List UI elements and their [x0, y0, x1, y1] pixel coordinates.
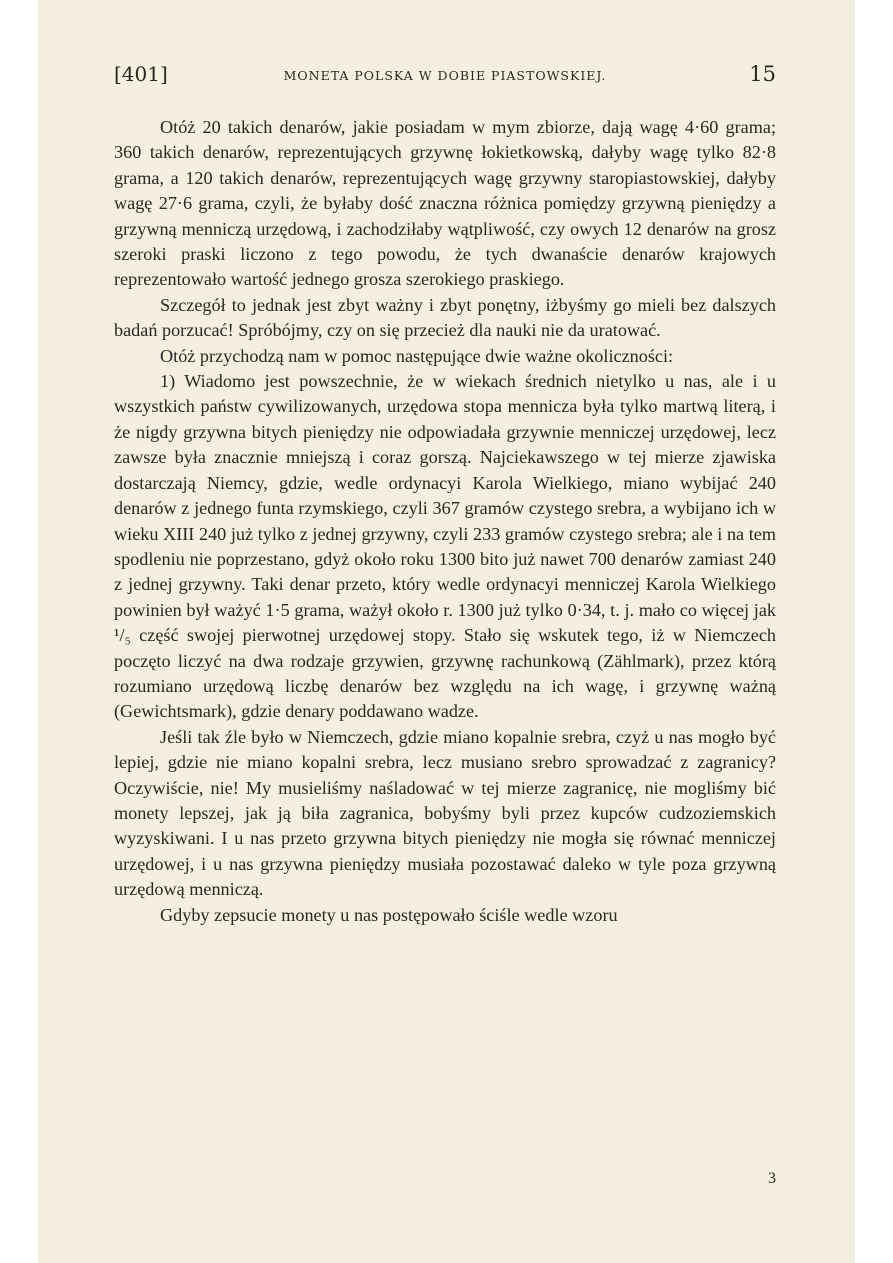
bracket-page-number: [401]	[114, 62, 168, 86]
body-text	[114, 115, 776, 928]
paragraph: Gdyby zepsucie monety u nas postępowało ściśle wedle wzoru	[160, 904, 618, 925]
running-title: MONETA POLSKA W DOBIE PIASTOWSKIEJ.	[283, 68, 607, 83]
paragraph: Otóż przychodzą nam w pomoc następujące dwie ważne okoliczności:	[160, 345, 674, 366]
page-number: 15	[749, 62, 776, 86]
page-header	[114, 60, 776, 96]
paragraph: 1) Wiadomo jest powszechnie, że w wiekach średnich nietylko u nas, ale i u wszystkich państw cywilizowanych, urzędowa stopa mennicza była tylko martwą literą, i że nigdy grzywna bitych pieniędzy nie odpowiadała grzywnie menniczej urzędowej, lecz zawsze była znacznie mniejszą i coraz gorszą. Najciekawszego w tej mierze zjawiska dostarczają Niemcy, gdzie, wedle ordynacyi Karola Wielkiego, miano wybijać 240 denarów z jednego funta rzymskiego, czyli 367 gramów czystego srebra, a wybijano ich w wieku XIII 240 już tylko z jednej grzywny, czyli 233 gramów czystego srebra; ale i na tem spodleniu nie poprzestano, gdyż około roku 1300 bito już nawet 700 denarów zamiast 240 z jednej grzywny. Taki denar przeto, który wedle ordynacyi menniczej Karola Wielkiego powinien był ważyć 1·5 grama, ważył około r. 1300 już tylko 0·34, t. j. mało co więcej jak ¹/₅ część swojej pierwotnej urzędowej stopy. Stało się wskutek tego, iż w Niemczech poczęto liczyć na dwa rodzaje grzywien, grzywnę rachunkową (Zählmark), przez którą rozumiano urzędową liczbę denarów bez względu na ich wagę, i grzywnę ważną (Gewichtsmark), gdzie denary poddawano wadze.	[114, 371, 776, 722]
paragraph: Jeśli tak źle było w Niemczech, gdzie miano kopalnie srebra, czyż u nas mogło być lepiej, gdzie nie miano kopalni srebra, lecz musiano srebro sprowadzać z zagranicy? Oczywiście, nie! My musieliśmy naśladować w tej mierze zagranicę, nie mogliśmy bić monety lepszej, jak ją biła zagranica, bobyśmy byli przez kupców cudzoziemskich wyzyskiwani. I u nas przeto grzywna bitych pieniędzy nie mogła się równać menniczej urzędowej, i u nas grzywna pieniędzy musiała pozostawać daleko w tyle poza grzywną urzędową menniczą.	[114, 726, 776, 900]
signature-mark: 3	[768, 1170, 776, 1187]
paragraph: Szczegół to jednak jest zbyt ważny i zbyt ponętny, iżbyśmy go mieli bez dalszych badań porzucać! Spróbójmy, czy on się przecież dla nauki nie da uratować.	[114, 294, 776, 341]
paragraph: Otóż 20 takich denarów, jakie posiadam w mym zbiorze, dają wagę 4·60 grama; 360 takich denarów, reprezentujących grzywnę łokietkowską, dałyby wagę tylko 82·8 grama, a 120 takich denarów, reprezentujących wagę grzywny staropiastowskiej, dałyby wagę 27·6 grama, czyli, że byłaby dość znaczna różnica pomiędzy grzywną pieniędzy a grzywną menniczą urzędową, i zachodziłaby wątpliwość, czy owych 12 denarów na grosz szeroki praski liczono z tego powodu, że tych dwanaście denarów krajowych reprezentowało wartość jednego grosza szerokiego praskiego.	[114, 117, 776, 290]
